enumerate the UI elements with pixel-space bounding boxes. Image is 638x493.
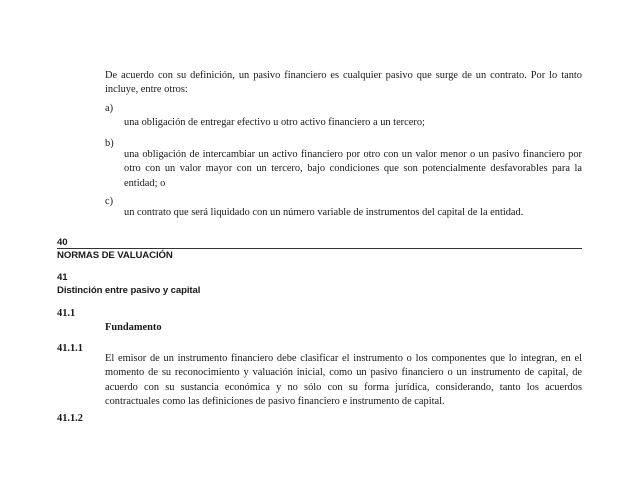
section-41-1-1-text: El emisor de un instrumento financiero debe clasificar el instrumento o los componentes que lo integran, en el momento de su reconocimiento y valuación inicial, como un pasivo financiero o un instrumento de capital, de acuerdo con su sustancia económica y no sólo con su forma jurídica, considerando, tanto los acuerdos contractuales como las definiciones de pasivo financiero e instrumento de capital. [105,353,582,408]
section-41-number: 41 [57,272,68,283]
section-40-title: NORMAS DE VALUACIÓN [57,250,173,261]
list-item-b-label: b) [105,138,114,149]
section-41-1-number: 41.1 [57,308,76,319]
section-41-1-2-number: 41.1.2 [57,413,83,424]
list-item-a-label: a) [105,103,114,114]
section-40-number: 40 [57,237,68,248]
intro-paragraph: De acuerdo con su definición, un pasivo financiero es cualquier pasivo que surge de un contrato. Por lo tanto incluye, entre otros: [105,70,582,96]
section-41-1-1-number: 41.1.1 [57,343,83,354]
list-item-a-text: una obligación de entregar efectivo u otro activo financiero a un tercero; [124,117,425,128]
list-item-b-text: una obligación de intercambiar un activo financiero por otro con un valor menor o un pasivo financiero por otro con un valor mayor con un tercero, bajo condiciones que son potencialmente desfavorables para la entidad; o [124,149,582,189]
section-41-title: Distinción entre pasivo y capital [57,285,201,296]
list-item-c-text: un contrato que será liquidado con un número variable de instrumentos del capital de la entidad. [124,207,524,218]
list-item-c-label: c) [105,196,114,207]
section-41-1-title: Fundamento [105,322,162,333]
section-divider [57,248,582,249]
